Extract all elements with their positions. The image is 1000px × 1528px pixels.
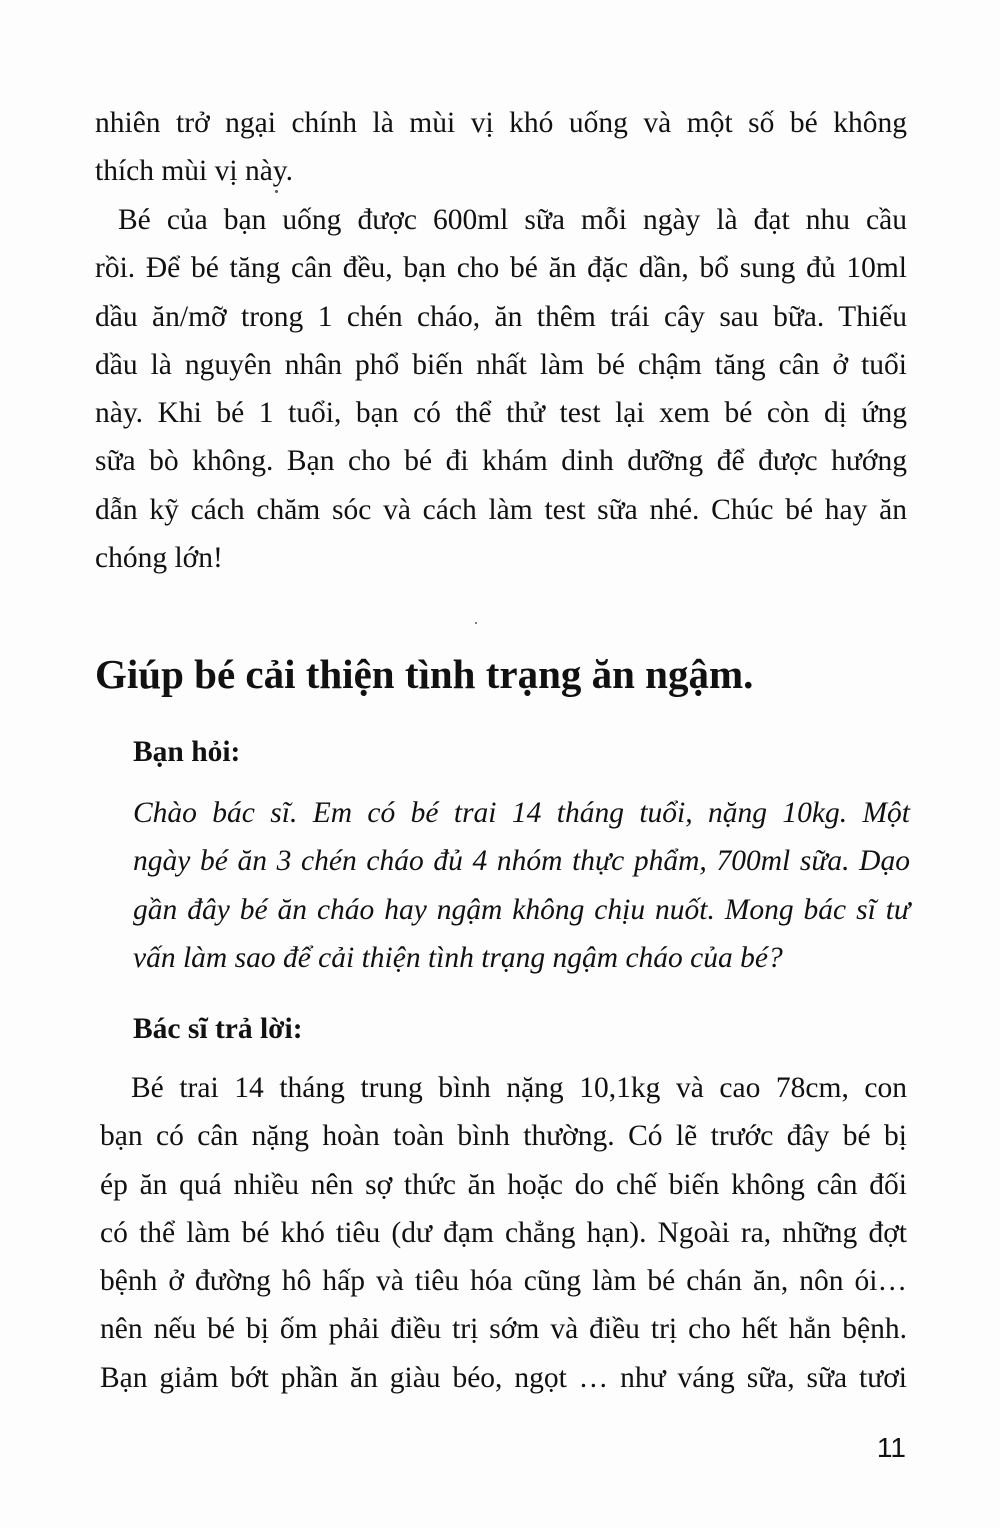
text-line: dẫn kỹ cách chăm sóc và cách làm test sữa nhé. Chúc bé hay ăn [95,493,907,526]
text-line: Chào bác sĩ. Em có bé trai 14 tháng tuổi, nặng 10kg. Một [133,797,910,829]
text-line: Bạn giảm bớt phần ăn giàu béo, ngọt … như váng sữa, sữa tươi [100,1361,907,1394]
text-line: bạn có cân nặng hoàn toàn bình thường. Có lẽ trước đây bé bị [100,1120,907,1153]
text-line: bệnh ở đường hô hấp và tiêu hóa cũng làm bé chán ăn, nôn ói… [100,1265,907,1298]
answer-text [95,1064,907,1402]
text-line: dầu là nguyên nhân phổ biến nhất làm bé chậm tăng cân ở tuổi [95,348,907,381]
text-line: ép ăn quá nhiều nên sợ thức ăn hoặc do chế biến không cân đối [100,1168,907,1201]
text-line: thích mùi vị này. [95,155,294,188]
text-line: Bé trai 14 tháng trung bình nặng 10,1kg và cao 78cm, con [131,1072,907,1104]
page-number: 11 [876,1432,906,1463]
text-line: ngày bé ăn 3 chén cháo đủ 4 nhóm thực phẩm, 700ml sữa. Dạo [133,845,910,878]
text-line: nhiên trở ngại chính là mùi vị khó uống và một số bé không [95,107,907,139]
text-line: vấn làm sao để cải thiện tình trạng ngậm cháo của bé? [133,941,783,974]
text-line: rồi. Để bé tăng cân đều, bạn cho bé ăn đặc dần, bổ sung đủ 10ml [95,252,907,285]
scan-speck [275,190,278,193]
question-label: Bạn hỏi: [133,736,241,768]
text-line: này. Khi bé 1 tuổi, bạn có thể thử test lại xem bé còn dị ứng [95,397,907,430]
text-line: dầu ăn/mỡ trong 1 chén cháo, ăn thêm trái cây sau bữa. Thiếu [95,300,907,333]
paragraph-2 [95,196,907,582]
text-line: có thể làm bé khó tiêu (dư đạm chẳng hạn). Ngoài ra, những đợt [100,1216,907,1249]
question-text [133,789,910,982]
text-line: nên nếu bé bị ốm phải điều trị sớm và điều trị cho hết hẳn bệnh. [100,1313,907,1346]
section-heading: Giúp bé cải thiện tình trạng ăn ngậm. [95,651,754,697]
text-line: sữa bò không. Bạn cho bé đi khám dinh dưỡng để được hướng [95,445,907,478]
text-line: gần đây bé ăn cháo hay ngậm không chịu nuốt. Mong bác sĩ tư [133,893,910,926]
paragraph-1 [95,99,907,196]
text-line: chóng lớn! [95,542,223,575]
scan-speck [475,622,477,624]
answer-label: Bác sĩ trả lời: [133,1013,303,1045]
text-line: Bé của bạn uống được 600ml sữa mỗi ngày là đạt nhu cầu [118,204,907,236]
